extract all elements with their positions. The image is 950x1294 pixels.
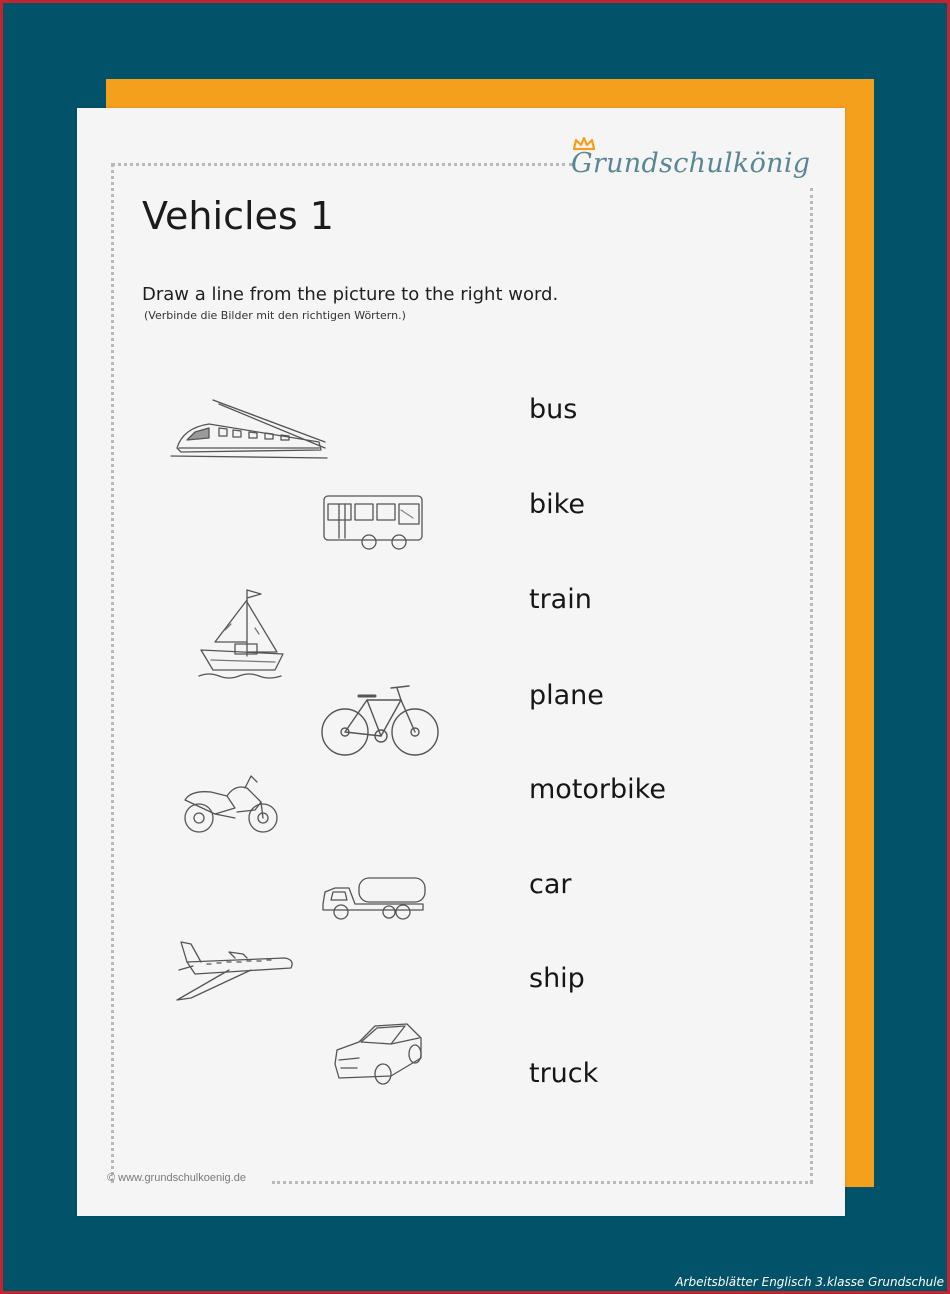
worksheet-page — [77, 108, 845, 1216]
word-train: train — [529, 584, 592, 615]
brand-name: Grundschulkönig — [571, 148, 811, 179]
car-icon — [331, 1020, 425, 1086]
word-motorbike: motorbike — [529, 774, 666, 805]
word-bike: bike — [529, 489, 585, 520]
train-icon — [169, 398, 329, 464]
instruction-text: Draw a line from the picture to the right word. — [142, 284, 559, 305]
word-plane: plane — [529, 680, 604, 711]
airplane-icon — [173, 940, 297, 1004]
footer-url: © www.grundschulkoenig.de — [107, 1172, 246, 1184]
dotted-border-left — [111, 163, 114, 1183]
truck-icon — [319, 874, 429, 922]
brand-logo — [571, 136, 821, 186]
bicycle-icon — [319, 682, 441, 758]
motorbike-icon — [181, 774, 281, 836]
dotted-border-bottom — [272, 1181, 813, 1184]
word-bus: bus — [529, 394, 578, 425]
word-car: car — [529, 869, 572, 900]
ship-icon — [197, 588, 289, 680]
bus-icon — [321, 490, 427, 552]
dotted-border-top — [111, 163, 573, 166]
dotted-border-right — [810, 188, 813, 1183]
instruction-text-german: (Verbinde die Bilder mit den richtigen Wörtern.) — [144, 309, 406, 322]
watermark-caption: Arbeitsblätter Englisch 3.klasse Grundschule — [675, 1275, 944, 1289]
page-title: Vehicles 1 — [142, 194, 334, 238]
word-ship: ship — [529, 963, 585, 994]
word-truck: truck — [529, 1058, 599, 1089]
